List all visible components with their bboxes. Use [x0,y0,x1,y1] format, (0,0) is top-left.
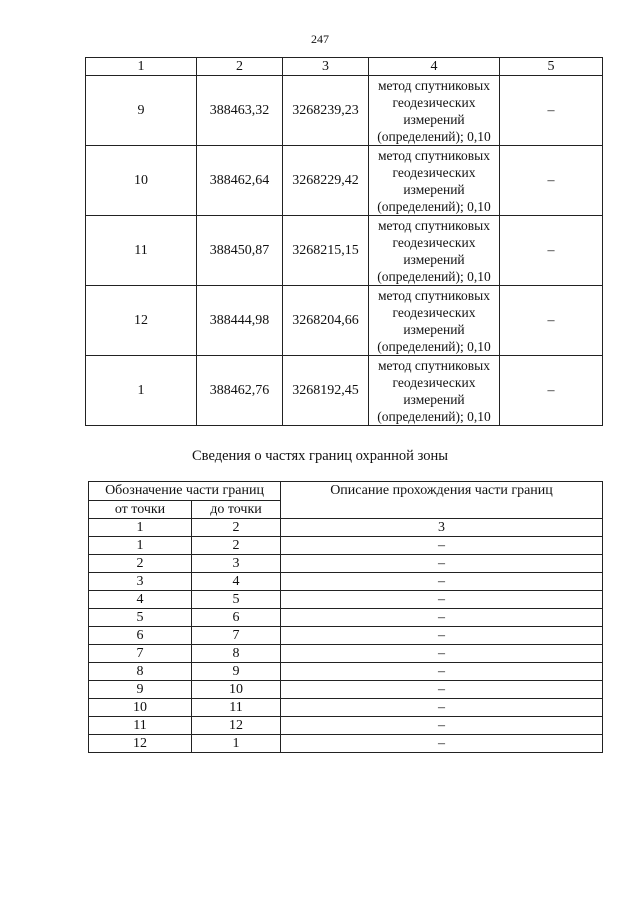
table-cell: 388450,87 [197,216,283,286]
header-from-cell: от точки [89,501,192,519]
table-cell-to: 8 [192,645,281,663]
numbering-cell: 1 [89,519,192,537]
method-line: геодезических [392,94,476,110]
method-line: метод спутниковых [378,357,490,373]
method-cell [369,356,500,426]
method-line: метод спутниковых [378,147,490,163]
table-cell-desc: – [281,609,603,627]
table-cell-to: 1 [192,735,281,753]
table-cell: 10 [86,146,197,216]
table-row [86,76,603,146]
table-cell-desc: – [281,663,603,681]
table-row [89,555,603,573]
table-cell-desc: – [281,591,603,609]
table-cell-from: 11 [89,717,192,735]
table-cell-from: 5 [89,609,192,627]
method-line: (определений); 0,10 [377,338,491,354]
table-cell-from: 9 [89,681,192,699]
table-row [89,717,603,735]
header-cell: 3 [283,58,369,76]
table-cell-desc: – [281,537,603,555]
table-cell-desc: – [281,735,603,753]
table-cell-to: 3 [192,555,281,573]
method-cell [369,286,500,356]
page-number: 247 [311,32,329,46]
table-cell-from: 2 [89,555,192,573]
table-row [86,356,603,426]
table-header-row [89,482,603,501]
table-cell-to: 11 [192,699,281,717]
method-cell [369,216,500,286]
table-cell-from: 10 [89,699,192,717]
table-row [89,591,603,609]
table-cell: 3268239,23 [283,76,369,146]
method-line: метод спутниковых [378,217,490,233]
table-cell: 11 [86,216,197,286]
section-title: Сведения о частях границ охранной зоны [192,448,448,464]
table-cell-from: 4 [89,591,192,609]
table-row [86,216,603,286]
table-cell-from: 6 [89,627,192,645]
table-cell-from: 1 [89,537,192,555]
table-row [89,645,603,663]
method-line: геодезических [392,234,476,250]
table-cell: 12 [86,286,197,356]
table-cell: 3268229,42 [283,146,369,216]
table-cell-from: 3 [89,573,192,591]
table-cell: – [500,356,603,426]
table-cell-to: 2 [192,537,281,555]
method-line: (определений); 0,10 [377,268,491,284]
method-line: геодезических [392,374,476,390]
table-cell-to: 4 [192,573,281,591]
method-cell [369,76,500,146]
table-row [89,627,603,645]
table-cell: – [500,76,603,146]
table-cell-to: 12 [192,717,281,735]
numbering-cell: 2 [192,519,281,537]
method-line: метод спутниковых [378,77,490,93]
table-cell-to: 9 [192,663,281,681]
method-line: измерений [403,181,465,197]
method-line: (определений); 0,10 [377,408,491,424]
table-row [86,286,603,356]
table-cell-desc: – [281,681,603,699]
table-cell: 1 [86,356,197,426]
header-group-cell: Обозначение части границ [89,482,281,501]
table-cell-from: 7 [89,645,192,663]
numbering-cell: 3 [281,519,603,537]
table-cell: – [500,146,603,216]
table-cell-desc: – [281,717,603,735]
table-row [89,681,603,699]
table-cell: 9 [86,76,197,146]
method-line: метод спутниковых [378,287,490,303]
method-line: измерений [403,321,465,337]
table-row [89,609,603,627]
method-line: (определений); 0,10 [377,198,491,214]
table-cell: – [500,286,603,356]
header-cell: 4 [369,58,500,76]
method-cell [369,146,500,216]
method-line: измерений [403,391,465,407]
table-cell-to: 6 [192,609,281,627]
table-row [86,146,603,216]
table-row [89,663,603,681]
header-desc-cell: Описание прохождения части границ [281,482,603,519]
table-cell-desc: – [281,699,603,717]
table-cell: 388463,32 [197,76,283,146]
table-cell-from: 8 [89,663,192,681]
table-cell: 388444,98 [197,286,283,356]
table-cell: 3268204,66 [283,286,369,356]
table-cell: 388462,64 [197,146,283,216]
table-cell: 3268215,15 [283,216,369,286]
method-line: (определений); 0,10 [377,128,491,144]
header-cell: 1 [86,58,197,76]
table-cell-to: 10 [192,681,281,699]
table-row [89,735,603,753]
table-row [89,537,603,555]
table-row [89,699,603,717]
table-cell-desc: – [281,555,603,573]
table-cell-desc: – [281,627,603,645]
header-to-cell: до точки [192,501,281,519]
table-cell-to: 7 [192,627,281,645]
table-row [89,573,603,591]
table-cell-to: 5 [192,591,281,609]
table-cell: – [500,216,603,286]
table-cell-desc: – [281,573,603,591]
table-cell: 388462,76 [197,356,283,426]
header-cell: 5 [500,58,603,76]
header-cell: 2 [197,58,283,76]
table-numbering-row [89,519,603,537]
coordinates-table [85,57,603,426]
table-cell-from: 12 [89,735,192,753]
method-line: геодезических [392,164,476,180]
method-line: измерений [403,111,465,127]
table-cell: 3268192,45 [283,356,369,426]
method-line: геодезических [392,304,476,320]
method-line: измерений [403,251,465,267]
boundary-parts-table [88,481,603,753]
table-cell-desc: – [281,645,603,663]
table-header-row [86,58,603,76]
